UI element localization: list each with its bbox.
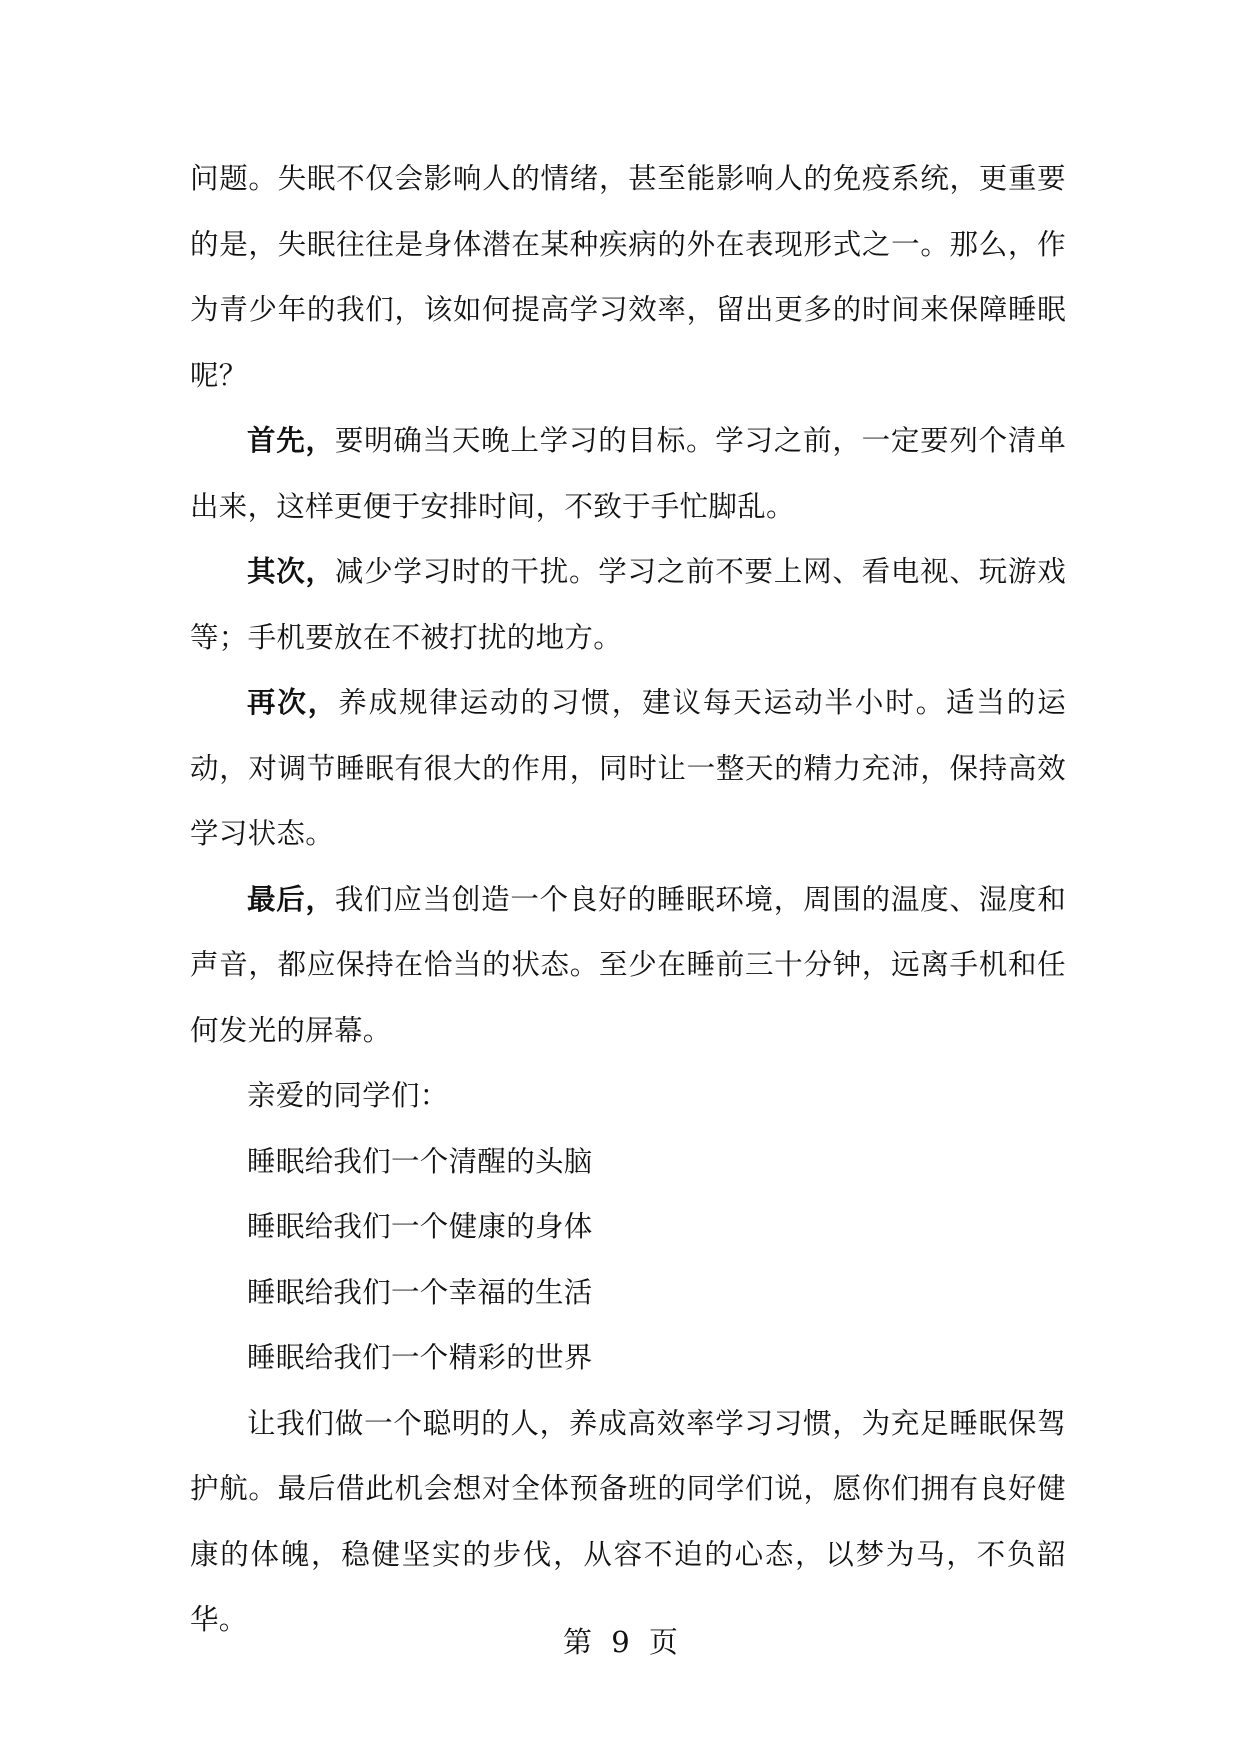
paragraph-text: 让我们做一个聪明的人，养成高效率学习习惯，为充足睡眠保驾护航。最后借此机会想对全体预备班的同学们说，愿你们拥有良好健康的体魄，稳健坚实的步伐，从容不迫的心态，以梦为马，不负韶华。 bbox=[190, 1406, 1066, 1636]
paragraph-lead: 其次， bbox=[247, 555, 335, 588]
paragraph-text: 睡眠给我们一个清醒的头脑 bbox=[247, 1144, 593, 1178]
paragraph-text: 减少学习时的干扰。学习之前不要上网、看电视、玩游戏等；手机要放在不被打扰的地方。 bbox=[190, 555, 1066, 654]
paragraph-10 bbox=[190, 1325, 1066, 1391]
paragraph-4 bbox=[190, 670, 1066, 867]
body-text bbox=[190, 146, 1066, 1653]
paragraph-text: 睡眠给我们一个幸福的生活 bbox=[247, 1275, 593, 1309]
paragraph-lead: 再次， bbox=[247, 686, 339, 719]
paragraph-6 bbox=[190, 1063, 1066, 1129]
paragraph-2 bbox=[190, 408, 1066, 539]
paragraph-1 bbox=[190, 146, 1066, 408]
paragraph-7 bbox=[190, 1129, 1066, 1195]
paragraph-5 bbox=[190, 867, 1066, 1064]
paragraph-text: 我们应当创造一个良好的睡眠环境，周围的温度、湿度和声音，都应保持在恰当的状态。至少在睡前三十分钟，远离手机和任何发光的屏幕。 bbox=[190, 882, 1066, 1047]
paragraph-8 bbox=[190, 1194, 1066, 1260]
paragraph-text: 要明确当天晚上学习的目标。学习之前，一定要列个清单出来，这样更便于安排时间，不致于手忙脚乱。 bbox=[190, 424, 1066, 523]
paragraph-text: 亲爱的同学们： bbox=[247, 1079, 449, 1112]
paragraph-lead: 最后， bbox=[247, 882, 335, 916]
paragraph-11 bbox=[190, 1391, 1066, 1653]
paragraph-3 bbox=[190, 539, 1066, 670]
page-number: 第 9 页 bbox=[563, 1625, 678, 1659]
paragraph-9 bbox=[190, 1260, 1066, 1326]
paragraph-lead: 首先， bbox=[247, 424, 335, 457]
paragraph-text: 养成规律运动的习惯，建议每天运动半小时。适当的运动，对调节睡眠有很大的作用，同时让一整天的精力充沛，保持高效学习状态。 bbox=[190, 686, 1067, 850]
paragraph-text: 睡眠给我们一个精彩的世界 bbox=[247, 1341, 593, 1374]
paragraph-text: 睡眠给我们一个健康的身体 bbox=[247, 1210, 593, 1243]
paragraph-text: 问题。失眠不仅会影响人的情绪，甚至能影响人的免疫系统，更重要的是，失眠往往是身体潜在某种疾病的外在表现形式之一。那么，作为青少年的我们，该如何提高学习效率，留出更多的时间来保障睡眠呢？ bbox=[190, 162, 1066, 392]
